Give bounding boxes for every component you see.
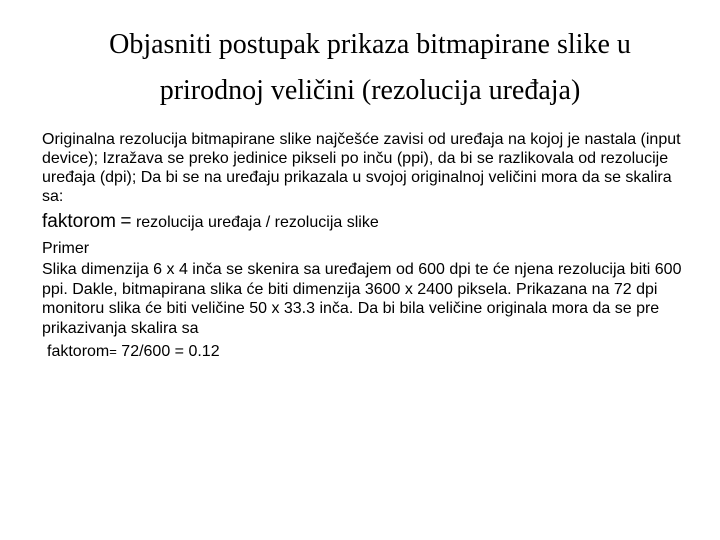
title-line-2: prirodnoj veličini (rezolucija uređaja): [159, 75, 581, 106]
intro-paragraph: Originalna rezolucija bitmapirane slike najčešće zavisi od uređaja na kojoj je nastala (input device); Izražava se preko jedinice pikseli po inču (ppi), da bi se razlikovala od rezolucije uređaja (dpi); Da bi se na uređaju prikazala u svojoj originalnoj veličini mora da se skalira sa:: [42, 131, 681, 205]
primer-heading: Primer: [42, 240, 90, 257]
calc-expression: 72/600 = 0.12: [116, 343, 220, 360]
slide-content: [42, 130, 692, 362]
slide-title: [40, 22, 700, 114]
formula-line: [42, 209, 692, 236]
formula-label: faktorom: [42, 211, 116, 232]
formula-expression: rezolucija uređaja / rezolucija slike: [135, 214, 379, 231]
calculation-line: [47, 342, 692, 362]
calc-label: faktorom: [47, 343, 110, 360]
title-line-1: Objasniti postupak prikaza bitmapirane slike u: [109, 29, 631, 60]
example-paragraph: Slika dimenzija 6 x 4 inča se skenira sa uređajem od 600 dpi te će njena rezolucija biti 600 ppi. Dakle, bitmapirana slika će biti dimenzija 3600 x 2400 piksela. Prikazana na 72 dpi monitoru slika će biti veličine 50 x 33.3 inča. Da bi bila veličine originala mora da se pre prikazivanja skalira sa: [42, 261, 682, 337]
formula-equals: =: [120, 211, 132, 232]
calc-equals: =: [109, 344, 117, 359]
